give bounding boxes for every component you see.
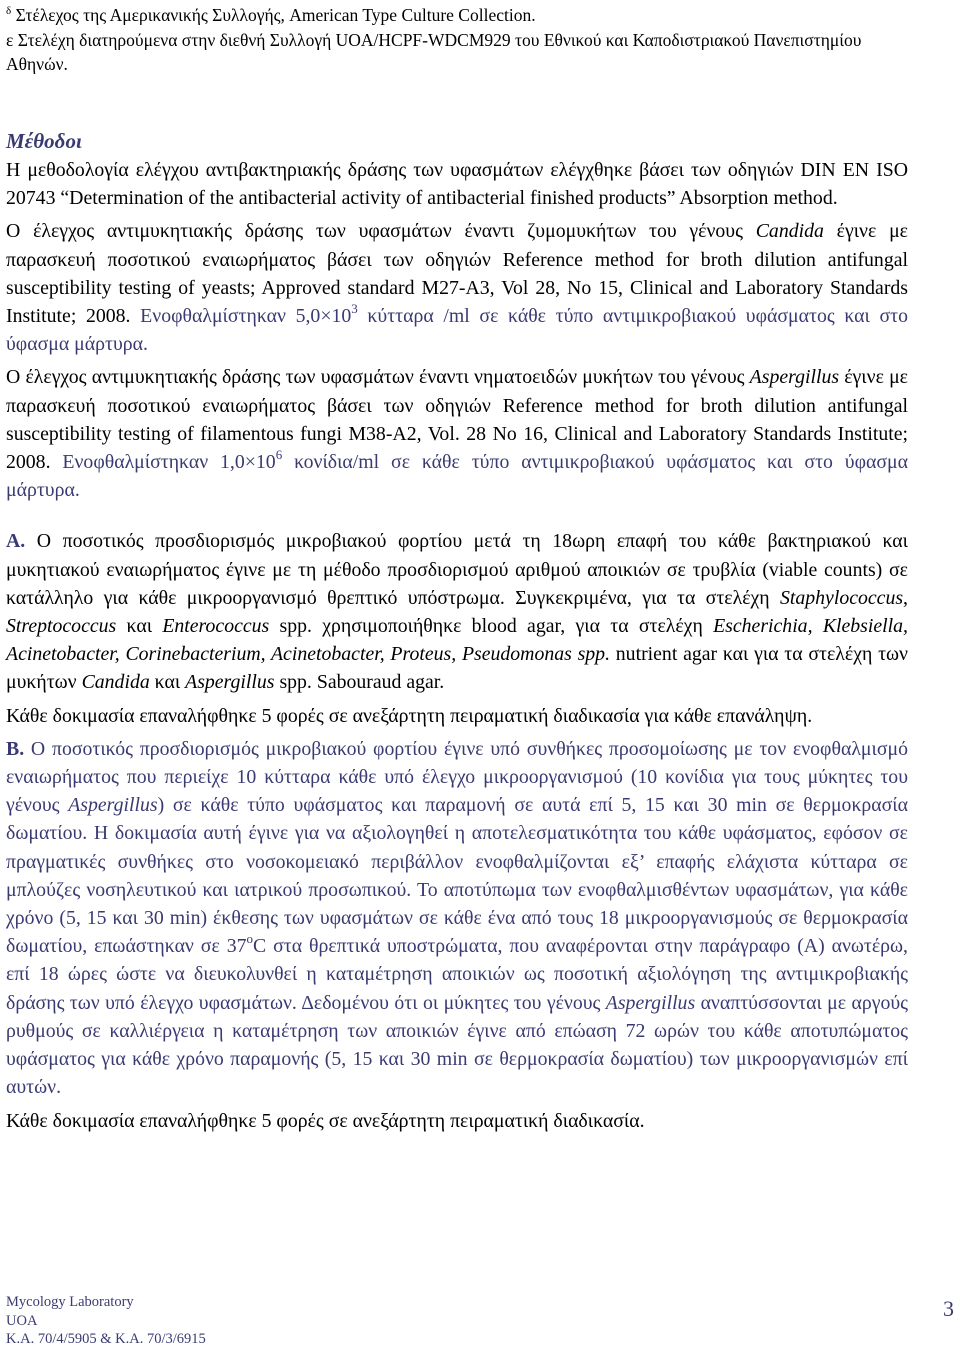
paragraph-section-a: Α. Ο ποσοτικός προσδιορισμός μικροβιακού φορτίου μετά τη 18ωρη επαφή του κάθε βακτηριακού και μυκητιακού εναιωρήματος έγινε με τη μέθοδο προσδιορισμού αριθμού αποικιών σε τρυβλία (viable counts) σε κατάλληλο για κάθε μικροοργανισμό θρεπτικό υπόστρωμα. Συγκεκριμένα, για τα στελέχη Staphylococcus, Streptococcus και Enterococcus spp. χρησιμοποιήθηκε blood agar, για τα στελέχη Escherichia, Klebsiella, Acinetobacter, Corinebacterium, Acinetobacter, Proteus, Pseudomonas spp. nutrient agar και για τα στελέχη των μυκήτων Candida και Aspergillus spp. Sabouraud agar. [6, 530, 909, 694]
paragraph-mould-test: Ο έλεγχος αντιμυκητιακής δράσης των υφασμάτων έναντι νηματοειδών μυκήτων του γένους Aspergillus έγινε με παρασκευή ποσοτικού εναιωρήματος βάσει των οδηγιών Reference method for broth dilution antifungal susceptibility testing of filamentous fungi M38-A2, Vol. 28 No 16, Clinical and Laboratory Standards Institute; 2008. Ενοφθαλμίστηκαν $1,0\times 10^6$ κονίδια/ml σε κάθε τύπο αντιμικροβιακού υφάσματος και στο ύφασμα μάρτυρα. [6, 366, 909, 502]
page-footer [6, 1293, 206, 1349]
paragraph-repetition-a: Κάθε δοκιμασία επαναλήφθηκε 5 φορές σε ανεξάρτητη πειραματική διαδικασία για κάθε επανάληψη. [6, 704, 813, 727]
section-heading: Μέθοδοι [6, 129, 82, 153]
footer-lab: Mycology Laboratory [6, 1294, 134, 1310]
paragraph-methodology: Η μεθοδολογία ελέγχου αντιβακτηριακής δράσης των υφασμάτων ελέγχθηκε βάσει των οδηγιών DIN EN ISO 20743 “Determination of the antibacterial activity of antibacterial finished products” Absorption method. [6, 159, 908, 210]
footnote-epsilon: ε Στελέχη διατηρούμενα στην διεθνή Συλλογή UOA/HCPF-WDCM929 του Εθνικού και Καποδιστριακού Πανεπιστημίου Αθηνών. [6, 30, 862, 74]
footer-grant-codes: K.A. 70/4/5905 & K.A. 70/3/6915 [6, 1331, 206, 1347]
document-page [6, 0, 908, 1135]
paragraph-yeast-test: Ο έλεγχος αντιμυκητιακής δράσης των υφασμάτων έναντι ζυμομυκήτων του γένους Candida έγινε με παρασκευή ποσοτικού εναιωρήματος βάσει των οδηγιών Reference method for broth dilution antifungal susceptibility testing of yeasts; Approved standard M27-A3, Vol 28, No 15, Clinical and Laboratory Standards Institute; 2008. Ενοφθαλμίστηκαν $5,0\times 10^3$ κύτταρα /ml σε κάθε τύπο αντιμικροβιακού υφάσματος και στο ύφασμα μάρτυρα. [6, 220, 909, 356]
footer-university: UOA [6, 1312, 38, 1329]
paragraph-repetition-b: Κάθε δοκιμασία επαναλήφθηκε 5 φορές σε ανεξάρτητη πειραματική διαδικασία. [6, 1109, 645, 1132]
paragraph-section-b: Β. Ο ποσοτικός προσδιορισμός μικροβιακού φορτίου έγινε υπό συνθήκες προσομοίωσης με τον ενοφθαλμισμό εναιωρήματος που περιείχε 10 κύτταρα κάθε υπό έλεγχο μικροοργανισμού (10 κονίδια για τους μύκητες του γένους Aspergillus) σε κάθε τύπο υφάσματος και παραμονή σε αυτά επί 5, 15 και 30 min σε θερμοκρασία δωματίου. Η δοκιμασία αυτή έγινε για να αξιολογηθεί η αποτελεσματικότητα του κάθε υφάσματος, εφόσον σε πραγματικές συνθήκες στο νοσοκομειακό περιβάλλον ενοφθαλμίζονται εξ’ επαφής ελάχιστα κύτταρα σε μπλούζες νοσηλευτικού και ιατρικού προσωπικού. Το αποτύπωμα των ενοφθαλμισθέντων υφασμάτων, για κάθε χρόνο (5, 15 και 30 min) έκθεσης των υφασμάτων σε κάθε ένα από τους 18 μικροοργανισμούς σε θερμοκρασία δωματίου, επωάστηκαν σε $37^oC$ στα θρεπτικά υποστρώματα, που αναφέρονται στην παράγραφο (Α) ανωτέρω, επί 18 ώρες ώστε να διευκολυνθεί η καταμέτρηση αποικιών ως ποσοτική αξιολόγηση της αντιμικροβιακής δράσης των υπό έλεγχο υφασμάτων. Δεδομένου ότι οι μύκητες του γένους Aspergillus αναπτύσσονται με αργούς ρυθμούς σε καλλιέργεια η καταμέτρηση των αποικιών έγινε από επώαση 72 ωρών του κάθε αποτυπώματος υφάσματος για κάθε χρόνο παραμονής (5, 15 και 30 min σε θερμοκρασία δωματίου) των μικροοργανισμών επί αυτών. [6, 737, 908, 1099]
page-number: 3 [943, 1296, 954, 1321]
footnote-delta: $^\delta$ Στέλεχος της Αμερικανικής Συλλογής, American Type Culture Collection. [6, 5, 536, 25]
